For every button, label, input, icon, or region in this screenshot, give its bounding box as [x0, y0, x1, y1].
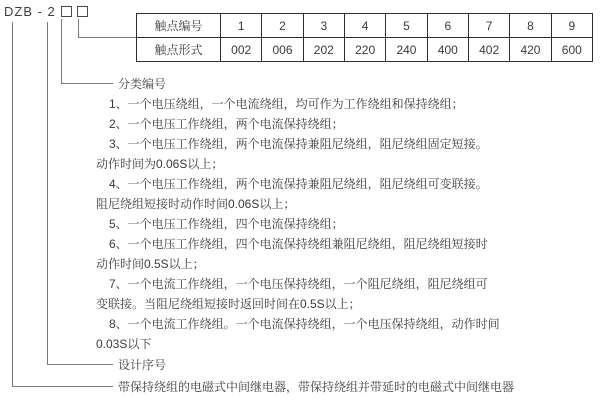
- table-row-contact-number: [137, 14, 593, 38]
- model-code-text: DZB - 2: [4, 4, 56, 19]
- table-row-label: 触点编号: [137, 14, 221, 38]
- classification-item-3-cont: 动作时间为0.06S以上；: [96, 157, 224, 171]
- design-serial-label: 设计序号: [118, 358, 167, 372]
- classification-title: 分类编号: [118, 77, 167, 91]
- table-cell: 006: [262, 38, 303, 62]
- leader-line-table-vertical: [78, 19, 79, 38]
- table-cell: 1: [221, 14, 262, 38]
- table-cell: 202: [303, 38, 344, 62]
- table-cell: 420: [510, 38, 551, 62]
- classification-placeholder-box: [61, 6, 72, 17]
- classification-item-6: 6、一个电压工作绕组，四个电流保持绕组兼阻尼绕组，阻尼绕组短接时: [109, 237, 488, 251]
- leader-line-design-vertical: [47, 22, 48, 365]
- model-code: [4, 4, 88, 19]
- table-cell: 220: [344, 38, 385, 62]
- classification-item-5: 5、一个电压工作绕组，四个电流保持绕组；: [109, 217, 344, 231]
- contact-table: [136, 13, 593, 62]
- table-cell: 002: [221, 38, 262, 62]
- classification-item-6-cont: 动作时间0.5S以上；: [96, 257, 205, 271]
- table-cell: 400: [427, 38, 468, 62]
- table-cell: 9: [551, 14, 592, 38]
- leader-line-classification-horizontal: [61, 83, 113, 84]
- table-cell: 5: [386, 14, 427, 38]
- classification-item-2: 2、一个电压工作绕组，两个电流保持绕组；: [109, 117, 344, 131]
- table-cell: 402: [468, 38, 509, 62]
- classification-item-8-cont: 0.03S以下: [96, 337, 152, 351]
- classification-item-8: 8、一个电流工作绕组。一个电流保持绕组，一个电压保持绕组，动作时间: [109, 317, 500, 331]
- classification-item-4: 4、一个电压工作绕组，两个电流保持兼阻尼绕组，阻尼绕组可变联接。: [109, 177, 488, 191]
- classification-item-3: 3、一个电压工作绕组，两个电流保持兼阻尼绕组，阻尼绕组固定短接。: [109, 137, 488, 151]
- table-cell: 3: [303, 14, 344, 38]
- table-cell: 4: [344, 14, 385, 38]
- table-cell: 7: [468, 14, 509, 38]
- leader-line-footer-horizontal: [12, 386, 113, 387]
- relay-description-label: 带保持绕组的电磁式中间继电器，带保持绕组并带延时的电磁式中间继电器: [118, 380, 515, 394]
- leader-line-table-horizontal: [78, 37, 136, 38]
- contact-placeholder-box: [77, 6, 88, 17]
- table-row-label: 触点形式: [137, 38, 221, 62]
- table-cell: 8: [510, 14, 551, 38]
- table-cell: 240: [386, 38, 427, 62]
- table-cell: 6: [427, 14, 468, 38]
- table-cell: 600: [551, 38, 592, 62]
- leader-line-design-horizontal: [47, 364, 113, 365]
- classification-item-7-cont: 变联接。当阻尼绕组短接时返回时间在0.5S以上；: [96, 297, 361, 311]
- classification-item-1: 1、一个电压绕组，一个电流绕组，均可作为工作绕组和保持绕组；: [109, 97, 464, 111]
- leader-line-classification-vertical: [61, 19, 62, 84]
- leader-line-footer-vertical: [12, 22, 13, 387]
- table-cell: 2: [262, 14, 303, 38]
- classification-item-7: 7、一个电流工作绕组，一个电压保持绕组，一个阻尼绕组，阻尼绕组可: [109, 277, 488, 291]
- classification-list: [96, 94, 500, 354]
- table-row-contact-form: [137, 38, 593, 62]
- classification-item-4-cont: 阻尼绕组短接时动作时间0.06S以上；: [96, 197, 296, 211]
